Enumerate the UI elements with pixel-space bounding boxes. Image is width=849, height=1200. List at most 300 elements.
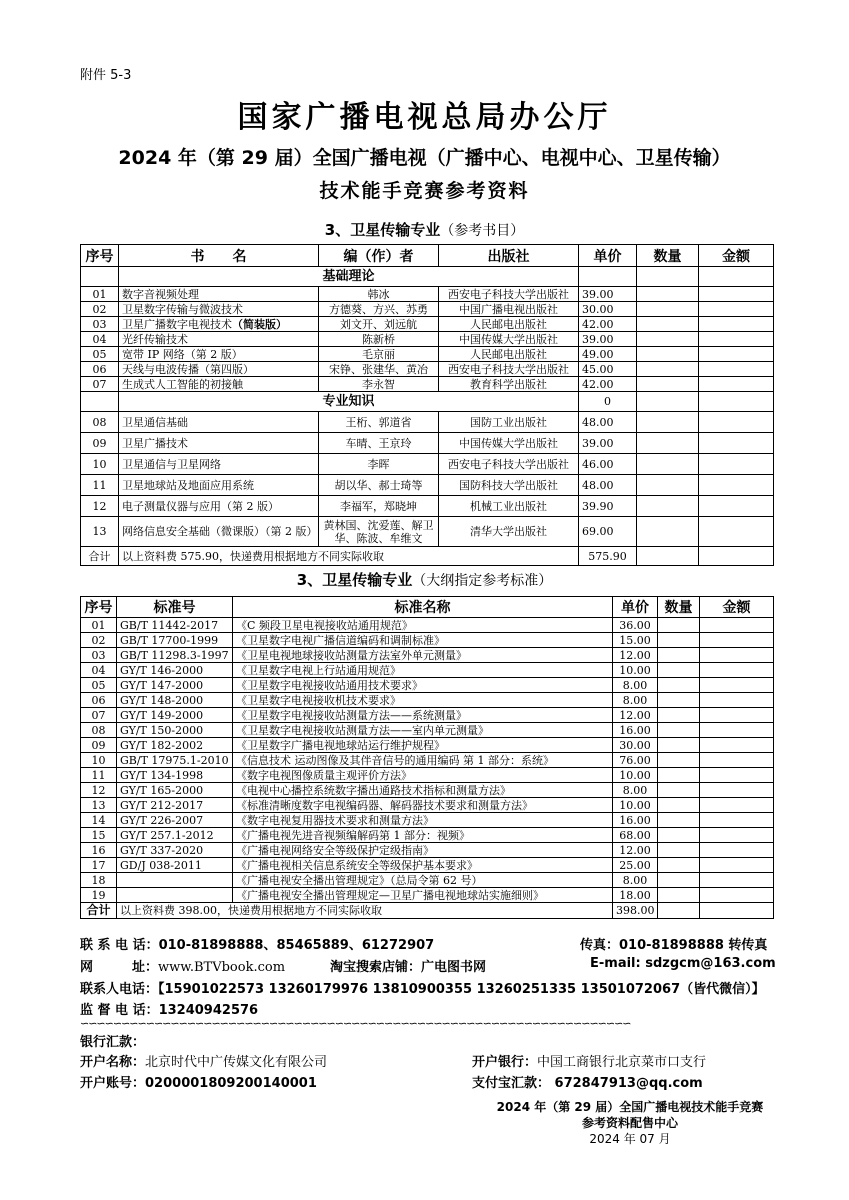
empty-cell xyxy=(637,392,699,412)
book-amount xyxy=(699,517,774,547)
standard-name: 《卫星数字电视接收机技术要求》 xyxy=(233,693,613,708)
standard-name: 《卫星数字电视上行站通用规范》 xyxy=(233,663,613,678)
standard-no: 06 xyxy=(81,693,117,708)
standard-row xyxy=(81,873,774,888)
total-price: 398.00 xyxy=(613,903,658,919)
standard-name: 《数字电视复用器技术要求和测量方法》 xyxy=(233,813,613,828)
book-title-text: 天线与电波传播（第四版） xyxy=(122,362,254,376)
standards-total-row xyxy=(81,903,774,919)
book-title-text: 网络信息安全基础（微课版）（第 2 版） xyxy=(122,525,318,538)
standard-price: 12.00 xyxy=(613,843,658,858)
standard-qty xyxy=(658,858,700,873)
book-title-text: 光纤传输技术 xyxy=(122,332,188,346)
standard-qty xyxy=(658,693,700,708)
book-qty xyxy=(637,347,699,362)
signature-line-2: 参考资料配售中心 xyxy=(581,1116,678,1130)
standard-code xyxy=(117,888,233,903)
standard-qty xyxy=(658,753,700,768)
standard-code: GB/T 11442-2017 xyxy=(117,618,233,633)
standard-row xyxy=(81,648,774,663)
standard-code: GY/T 337-2020 xyxy=(117,843,233,858)
book-no: 02 xyxy=(81,302,119,317)
books-table xyxy=(80,244,774,566)
book-title xyxy=(119,517,319,547)
fax-line: 传真：010-81898888 转传真 xyxy=(580,938,768,953)
standard-row xyxy=(81,798,774,813)
standard-amount xyxy=(700,723,774,738)
book-row xyxy=(81,362,774,377)
book-title xyxy=(119,302,319,317)
books-header-row xyxy=(81,245,774,267)
bank-name-line: 开户银行：中国工商银行北京菜市口支行 xyxy=(472,1055,707,1070)
total-qty xyxy=(658,903,700,919)
standard-no: 19 xyxy=(81,888,117,903)
standard-amount xyxy=(700,633,774,648)
category-price: 0 xyxy=(579,392,637,412)
standard-amount xyxy=(700,783,774,798)
standard-qty xyxy=(658,813,700,828)
account-name: 北京时代中广传媒文化有限公司 xyxy=(145,1055,328,1070)
standard-row xyxy=(81,858,774,873)
standard-no: 15 xyxy=(81,828,117,843)
standard-row xyxy=(81,888,774,903)
book-row xyxy=(81,302,774,317)
book-author: 黄林国、沈爱莲、解卫华、陈波、牟维文 xyxy=(319,517,439,547)
standard-price: 16.00 xyxy=(613,723,658,738)
standard-name: 《C 频段卫星电视接收站通用规范》 xyxy=(233,618,613,633)
book-title xyxy=(119,332,319,347)
standard-name: 《卫星数字电视接收站测量方法——系统测量》 xyxy=(233,708,613,723)
standard-name: 《广播电视安全播出管理规定—卫星广播电视地球站实施细则》 xyxy=(233,888,613,903)
book-price: 69.00 xyxy=(579,517,637,547)
standard-no: 01 xyxy=(81,618,117,633)
standard-code: GY/T 148-2000 xyxy=(117,693,233,708)
book-amount xyxy=(699,433,774,454)
book-no: 09 xyxy=(81,433,119,454)
standard-no: 03 xyxy=(81,648,117,663)
header-price: 单价 xyxy=(579,245,637,267)
book-row xyxy=(81,412,774,433)
standard-no: 10 xyxy=(81,753,117,768)
bank-name: 中国工商银行北京菜市口支行 xyxy=(537,1055,707,1070)
book-no: 04 xyxy=(81,332,119,347)
total-label: 合计 xyxy=(81,547,119,566)
standard-price: 8.00 xyxy=(613,693,658,708)
book-no: 10 xyxy=(81,454,119,475)
standard-amount xyxy=(700,843,774,858)
book-publisher: 西安电子科技大学出版社 xyxy=(439,362,579,377)
book-amount xyxy=(699,347,774,362)
category-professional: 专业知识 xyxy=(119,392,579,412)
phone-line: 联 系 电 话：010-81898888、85465889、61272907 xyxy=(80,938,435,953)
standard-amount xyxy=(700,738,774,753)
standard-qty xyxy=(658,768,700,783)
standard-qty xyxy=(658,633,700,648)
book-price: 39.00 xyxy=(579,433,637,454)
book-title xyxy=(119,377,319,392)
book-title xyxy=(119,454,319,475)
book-amount xyxy=(699,302,774,317)
standard-no: 12 xyxy=(81,783,117,798)
standard-code: GY/T 134-1998 xyxy=(117,768,233,783)
total-amount xyxy=(700,903,774,919)
books-section-heading: 3、卫星传输专业（参考书目） xyxy=(324,221,525,239)
book-row xyxy=(81,475,774,496)
book-title-text: 卫星通信与卫星网络 xyxy=(122,457,221,471)
book-no: 05 xyxy=(81,347,119,362)
book-title xyxy=(119,412,319,433)
standard-no: 17 xyxy=(81,858,117,873)
standard-no: 09 xyxy=(81,738,117,753)
standard-no: 14 xyxy=(81,813,117,828)
standard-amount xyxy=(700,828,774,843)
standard-name: 《卫星数字电视广播信道编码和调制标准》 xyxy=(233,633,613,648)
book-price: 45.00 xyxy=(579,362,637,377)
standard-row xyxy=(81,708,774,723)
standard-no: 18 xyxy=(81,873,117,888)
page-subtitle: 2024 年（第 29 届）全国广播电视（广播中心、电视中心、卫星传输） xyxy=(118,147,731,169)
standard-price: 8.00 xyxy=(613,873,658,888)
book-publisher: 清华大学出版社 xyxy=(439,517,579,547)
book-title-text: 数字音视频处理 xyxy=(122,287,199,301)
book-author: 刘文开、刘远航 xyxy=(319,317,439,332)
book-no: 08 xyxy=(81,412,119,433)
standard-name: 《标准清晰度数字电视编码器、解码器技术要求和测量方法》 xyxy=(233,798,613,813)
fax-number: 010-81898888 转传真 xyxy=(619,938,768,953)
book-title-text: 卫星广播数字电视技术 xyxy=(122,317,232,331)
standard-name: 《广播电视安全播出管理规定》（总局令第 62 号） xyxy=(233,873,613,888)
supervise-phone: 13240942576 xyxy=(158,1003,259,1018)
book-amount xyxy=(699,317,774,332)
book-price: 39.90 xyxy=(579,496,637,517)
standard-qty xyxy=(658,873,700,888)
book-qty xyxy=(637,362,699,377)
total-text: 以上资料费 398.00，快递费用根据地方不同实际收取 xyxy=(117,903,613,919)
header-qty: 数量 xyxy=(658,597,700,618)
book-qty xyxy=(637,496,699,517)
standard-price: 8.00 xyxy=(613,783,658,798)
book-title-text: 卫星通信基础 xyxy=(122,415,188,429)
standard-price: 76.00 xyxy=(613,753,658,768)
supervise-line: 监 督 电 话：13240942576 xyxy=(80,1003,259,1018)
standard-code: GB/T 17975.1-2010 xyxy=(117,753,233,768)
book-publisher: 中国传媒大学出版社 xyxy=(439,433,579,454)
website-link[interactable]: www.BTVbook.com xyxy=(158,960,286,975)
book-amount xyxy=(699,362,774,377)
book-price: 49.00 xyxy=(579,347,637,362)
empty-cell xyxy=(81,392,119,412)
standard-qty xyxy=(658,843,700,858)
book-publisher: 西安电子科技大学出版社 xyxy=(439,287,579,302)
book-no: 03 xyxy=(81,317,119,332)
standard-amount xyxy=(700,618,774,633)
book-no: 07 xyxy=(81,377,119,392)
standard-code: GY/T 146-2000 xyxy=(117,663,233,678)
bank-title: 银行汇款： xyxy=(80,1035,146,1050)
standard-price: 8.00 xyxy=(613,678,658,693)
books-total-row xyxy=(81,547,774,566)
book-no: 13 xyxy=(81,517,119,547)
book-publisher: 国防科技大学出版社 xyxy=(439,475,579,496)
standard-qty xyxy=(658,708,700,723)
attachment-label: 附件 5-3 xyxy=(80,68,132,83)
email-line: E-mail: sdzgcm@163.com xyxy=(590,956,776,971)
standard-name: 《卫星数字广播电视地球站运行维护规程》 xyxy=(233,738,613,753)
book-price: 42.00 xyxy=(579,317,637,332)
book-title xyxy=(119,362,319,377)
book-no: 01 xyxy=(81,287,119,302)
book-price: 48.00 xyxy=(579,475,637,496)
standard-row xyxy=(81,738,774,753)
standard-price: 18.00 xyxy=(613,888,658,903)
standard-row xyxy=(81,633,774,648)
standard-amount xyxy=(700,768,774,783)
header-amount: 金额 xyxy=(700,597,774,618)
book-row xyxy=(81,517,774,547)
header-std-name: 标准名称 xyxy=(233,597,613,618)
standard-amount xyxy=(700,708,774,723)
book-title-text: 卫星地球站及地面应用系统 xyxy=(122,478,254,492)
book-author: 陈新桥 xyxy=(319,332,439,347)
standard-code: GY/T 165-2000 xyxy=(117,783,233,798)
book-price: 30.00 xyxy=(579,302,637,317)
standard-code: GY/T 212-2017 xyxy=(117,798,233,813)
standard-name: 《广播电视相关信息系统安全等级保护基本要求》 xyxy=(233,858,613,873)
book-author: 胡以华、郝士琦等 xyxy=(319,475,439,496)
standards-section-heading: 3、卫星传输专业（大纲指定参考标准） xyxy=(296,571,553,589)
standard-amount xyxy=(700,873,774,888)
alipay-account: 672847913@qq.com xyxy=(554,1076,703,1091)
book-row xyxy=(81,347,774,362)
web-line: 网 址：www.BTVbook.com xyxy=(80,960,286,975)
book-row xyxy=(81,377,774,392)
standard-amount xyxy=(700,798,774,813)
standard-code: GY/T 257.1-2012 xyxy=(117,828,233,843)
standard-code: GY/T 147-2000 xyxy=(117,678,233,693)
standard-no: 07 xyxy=(81,708,117,723)
standard-row xyxy=(81,693,774,708)
standard-price: 15.00 xyxy=(613,633,658,648)
header-price: 单价 xyxy=(613,597,658,618)
standard-name: 《广播电视网络安全等级保护定级指南》 xyxy=(233,843,613,858)
standard-no: 05 xyxy=(81,678,117,693)
alipay-line: 支付宝汇款： 672847913@qq.com xyxy=(472,1076,703,1091)
book-author: 王桁、郭道省 xyxy=(319,412,439,433)
book-edition-note: （简装版） xyxy=(232,317,287,331)
book-price: 42.00 xyxy=(579,377,637,392)
book-title xyxy=(119,496,319,517)
header-no: 序号 xyxy=(81,245,119,267)
standard-price: 16.00 xyxy=(613,813,658,828)
book-qty xyxy=(637,317,699,332)
book-title-text: 卫星广播技术 xyxy=(122,436,188,450)
standard-qty xyxy=(658,723,700,738)
standard-price: 30.00 xyxy=(613,738,658,753)
book-amount xyxy=(699,412,774,433)
book-author: 李福军，郑晓坤 xyxy=(319,496,439,517)
header-author: 编（作）者 xyxy=(319,245,439,267)
standard-price: 12.00 xyxy=(613,648,658,663)
standard-price: 25.00 xyxy=(613,858,658,873)
standard-code: GY/T 149-2000 xyxy=(117,708,233,723)
email-link[interactable]: sdzgcm@163.com xyxy=(645,956,776,971)
standard-row xyxy=(81,768,774,783)
account-name-line: 开户名称：北京时代中广传媒文化有限公司 xyxy=(80,1055,328,1070)
standard-price: 10.00 xyxy=(613,798,658,813)
standard-row xyxy=(81,723,774,738)
standard-price: 36.00 xyxy=(613,618,658,633)
standard-amount xyxy=(700,753,774,768)
book-amount xyxy=(699,287,774,302)
book-amount xyxy=(699,332,774,347)
standard-amount xyxy=(700,678,774,693)
book-author: 李晖 xyxy=(319,454,439,475)
standard-code: GY/T 226-2007 xyxy=(117,813,233,828)
book-title xyxy=(119,287,319,302)
standard-row xyxy=(81,813,774,828)
book-amount xyxy=(699,496,774,517)
account-number: 0200001809200140001 xyxy=(145,1076,317,1091)
book-no: 06 xyxy=(81,362,119,377)
standard-code: GB/T 11298.3-1997 xyxy=(117,648,233,663)
standard-qty xyxy=(658,648,700,663)
standard-no: 13 xyxy=(81,798,117,813)
contact-person-line: 联系人电话：【15901022573 13260179976 13810900355 13260251335 13501072067（皆代微信）】 xyxy=(80,982,765,997)
header-title: 书 名 xyxy=(119,245,319,267)
standard-name: 《卫星电视地球接收站测量方法室外单元测量》 xyxy=(233,648,613,663)
book-price: 46.00 xyxy=(579,454,637,475)
book-amount xyxy=(699,454,774,475)
book-title-text: 生成式人工智能的初接触 xyxy=(122,377,243,391)
book-author: 宋铮、张建华、黄冶 xyxy=(319,362,439,377)
standard-row xyxy=(81,618,774,633)
standards-header-row xyxy=(81,597,774,618)
header-code: 标准号 xyxy=(117,597,233,618)
taobao-line: 淘宝搜索店铺：广电图书网 xyxy=(330,960,487,975)
book-publisher: 国防工业出版社 xyxy=(439,412,579,433)
book-row xyxy=(81,287,774,302)
book-author: 毛京丽 xyxy=(319,347,439,362)
standard-code: GY/T 182-2002 xyxy=(117,738,233,753)
book-title xyxy=(119,347,319,362)
book-author: 韩冰 xyxy=(319,287,439,302)
phone-numbers: 010-81898888、85465889、61272907 xyxy=(158,938,435,953)
total-qty xyxy=(637,547,699,566)
book-title-text: 电子测量仪器与应用（第 2 版） xyxy=(122,499,279,513)
standard-no: 08 xyxy=(81,723,117,738)
book-row xyxy=(81,454,774,475)
standard-amount xyxy=(700,813,774,828)
standard-qty xyxy=(658,798,700,813)
book-publisher: 中国传媒大学出版社 xyxy=(439,332,579,347)
standard-code xyxy=(117,873,233,888)
book-qty xyxy=(637,332,699,347)
book-title-text: 宽带 IP 网络（第 2 版） xyxy=(122,347,243,361)
book-row xyxy=(81,332,774,347)
header-amount: 金额 xyxy=(699,245,774,267)
book-qty xyxy=(637,475,699,496)
standard-amount xyxy=(700,693,774,708)
book-no: 11 xyxy=(81,475,119,496)
standard-qty xyxy=(658,618,700,633)
standard-name: 《数字电视图像质量主观评价方法》 xyxy=(233,768,613,783)
header-no: 序号 xyxy=(81,597,117,618)
book-publisher: 机械工业出版社 xyxy=(439,496,579,517)
book-title xyxy=(119,475,319,496)
book-qty xyxy=(637,433,699,454)
standard-price: 12.00 xyxy=(613,708,658,723)
standard-no: 16 xyxy=(81,843,117,858)
book-author: 李永智 xyxy=(319,377,439,392)
book-qty xyxy=(637,412,699,433)
standard-row xyxy=(81,783,774,798)
standard-amount xyxy=(700,888,774,903)
book-row xyxy=(81,433,774,454)
standard-qty xyxy=(658,738,700,753)
standard-row xyxy=(81,828,774,843)
total-amount xyxy=(699,547,774,566)
book-author: 方德葵、方兴、苏勇 xyxy=(319,302,439,317)
standard-price: 10.00 xyxy=(613,768,658,783)
book-title xyxy=(119,317,319,332)
standard-name: 《信息技术 运动图像及其伴音信号的通用编码 第 1 部分：系统》 xyxy=(233,753,613,768)
total-text: 以上资料费 575.90，快递费用根据地方不同实际收取 xyxy=(119,547,579,566)
total-price: 575.90 xyxy=(579,547,637,566)
book-publisher: 西安电子科技大学出版社 xyxy=(439,454,579,475)
standard-amount xyxy=(700,858,774,873)
category-row-professional xyxy=(81,392,774,412)
standard-price: 68.00 xyxy=(613,828,658,843)
contact-person-phones: 【15901022573 13260179976 13810900355 13260251335 13501072067（皆代微信）】 xyxy=(158,982,765,997)
standard-amount xyxy=(700,663,774,678)
book-author: 车晴、王京玲 xyxy=(319,433,439,454)
standard-code: GY/T 150-2000 xyxy=(117,723,233,738)
standard-name: 《广播电视先进音视频编解码第 1 部分：视频》 xyxy=(233,828,613,843)
signature-date: 2024 年 07 月 xyxy=(589,1132,671,1146)
standard-no: 11 xyxy=(81,768,117,783)
book-qty xyxy=(637,287,699,302)
book-no: 12 xyxy=(81,496,119,517)
standard-row xyxy=(81,843,774,858)
book-price: 39.00 xyxy=(579,287,637,302)
standard-row xyxy=(81,678,774,693)
standard-qty xyxy=(658,678,700,693)
book-qty xyxy=(637,454,699,475)
header-qty: 数量 xyxy=(637,245,699,267)
book-row xyxy=(81,317,774,332)
account-no-line: 开户账号：0200001809200140001 xyxy=(80,1076,317,1091)
book-publisher: 人民邮电出版社 xyxy=(439,317,579,332)
standards-table xyxy=(80,596,774,919)
book-publisher: 教育科学出版社 xyxy=(439,377,579,392)
book-publisher: 人民邮电出版社 xyxy=(439,347,579,362)
book-qty xyxy=(637,302,699,317)
taobao-shop: 广电图书网 xyxy=(421,960,487,975)
standard-qty xyxy=(658,663,700,678)
standard-qty xyxy=(658,828,700,843)
standard-no: 04 xyxy=(81,663,117,678)
category-basic: 基础理论 xyxy=(119,267,579,287)
empty-cell xyxy=(699,392,774,412)
book-price: 48.00 xyxy=(579,412,637,433)
book-amount xyxy=(699,377,774,392)
header-publisher: 出版社 xyxy=(439,245,579,267)
page-subtitle-2: 技术能手竞赛参考资料 xyxy=(319,180,530,202)
book-row xyxy=(81,496,774,517)
standard-row xyxy=(81,663,774,678)
book-qty xyxy=(637,377,699,392)
book-qty xyxy=(637,517,699,547)
